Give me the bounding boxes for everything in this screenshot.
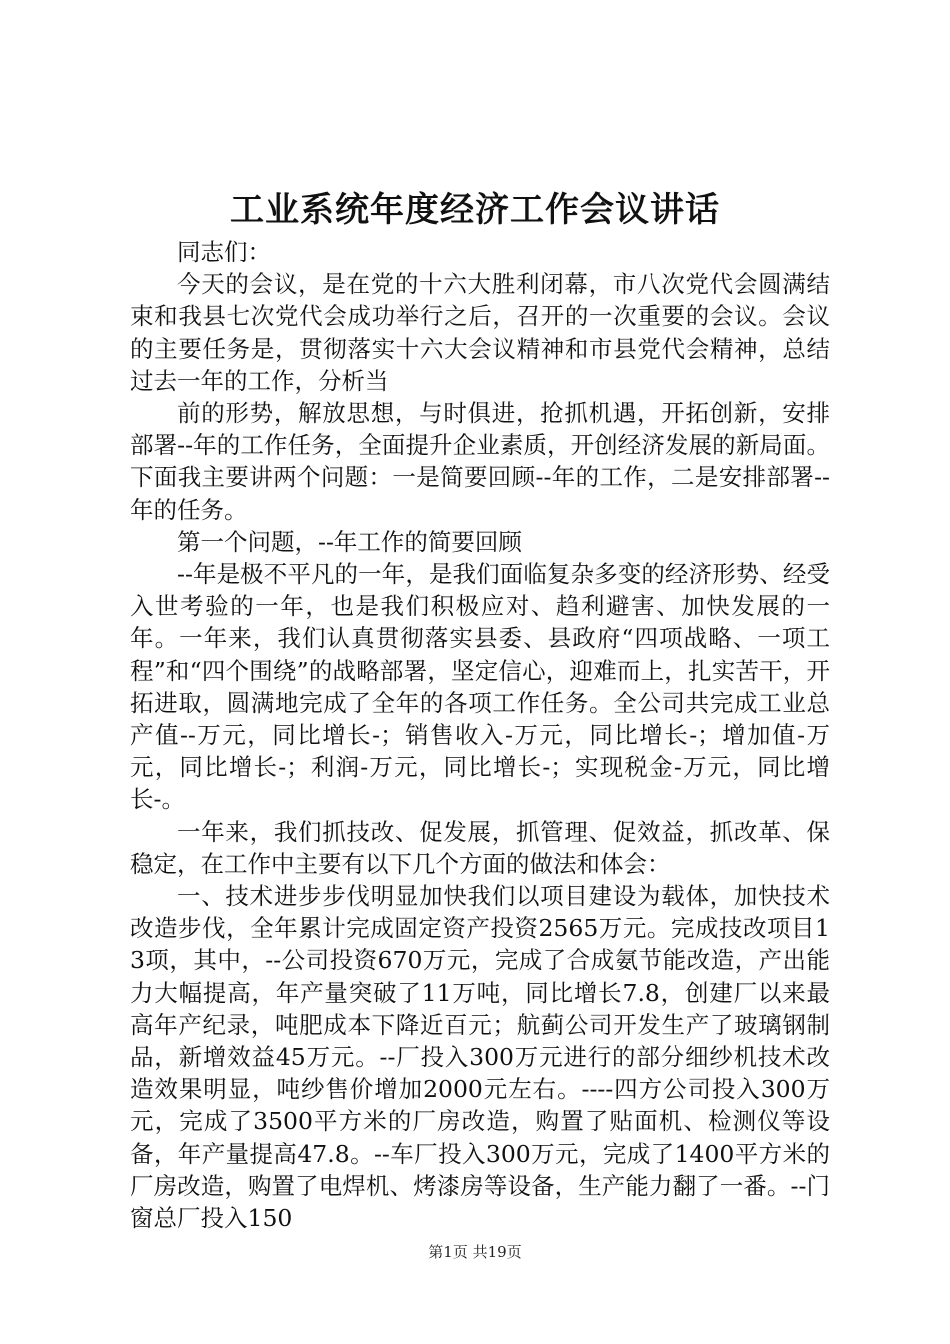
section-heading: 第一个问题，--年工作的简要回顾 (177, 527, 522, 556)
body-paragraph: 一年来，我们抓技改、促发展，抓管理、促效益，抓改革、保稳定，在工作中主要有以下几个方面的做法和体会： (130, 817, 830, 878)
body-paragraph: 同志们： (177, 238, 271, 266)
body-paragraph: 一、技术进步步伐明显加快我们以项目建设为载体，加快技术改造步伐，全年累计完成固定资产投资2565万元。完成技改项目13项，其中，--公司投资670万元，完成了合成氨节能改造，产出能力大幅提高，年产量突破了11万吨，同比增长7.8，创建厂以来最高年产纪录，吨肥成本下降近百元；航蓟公司开发生产了玻璃钢制品，新增效益45万元。--厂投入300万元进行的部分细纱机技术改造效果明显，吨纱售价增加2000元左右。----四方公司投入300万元，完成了3500平方米的厂房改造，购置了贴面机、检测仪等设备，年产量提高47.8。--车厂投入300万元，完成了1400平方米的厂房改造，购置了电焊机、烤漆房等设备，生产能力翻了一番。--门窗总厂投入150 (130, 882, 830, 1233)
body-paragraph: 今天的会议，是在党的十六大胜利闭幕，市八次党代会圆满结束和我县七次党代会成功举行之后，召开的一次重要的会议。会议的主要任务是，贯彻落实十六大会议精神和市县党代会精神，总结过去一年的工作，分析当 (130, 270, 830, 395)
body-paragraph: 前的形势，解放思想，与时俱进，抢抓机遇，开拓创新，安排部署--年的工作任务，全面提升企业素质，开创经济发展的新局面。下面我主要讲两个问题：一是简要回顾--年的工作，二是安排部署--年的任务。 (130, 399, 830, 524)
document-title: 工业系统年度经济工作会议讲话 (230, 190, 720, 230)
body-paragraph: --年是极不平凡的一年，是我们面临复杂多变的经济形势、经受入世考验的一年，也是我们积极应对、趋利避害、加快发展的一年。一年来，我们认真贯彻落实县委、县政府“四项战略、一项工程”和“四个围绕”的战略部署，坚定信心，迎难而上，扎实苦干，开拓进取，圆满地完成了全年的各项工作任务。全公司共完成工业总产值--万元，同比增长-；销售收入-万元，同比增长-；增加值-万元，同比增长-；利润-万元，同比增长-；实现税金-万元，同比增长-。 (130, 560, 830, 814)
document-body (130, 236, 830, 1234)
page-number-footer: 第1页 共19页 (428, 1243, 522, 1261)
